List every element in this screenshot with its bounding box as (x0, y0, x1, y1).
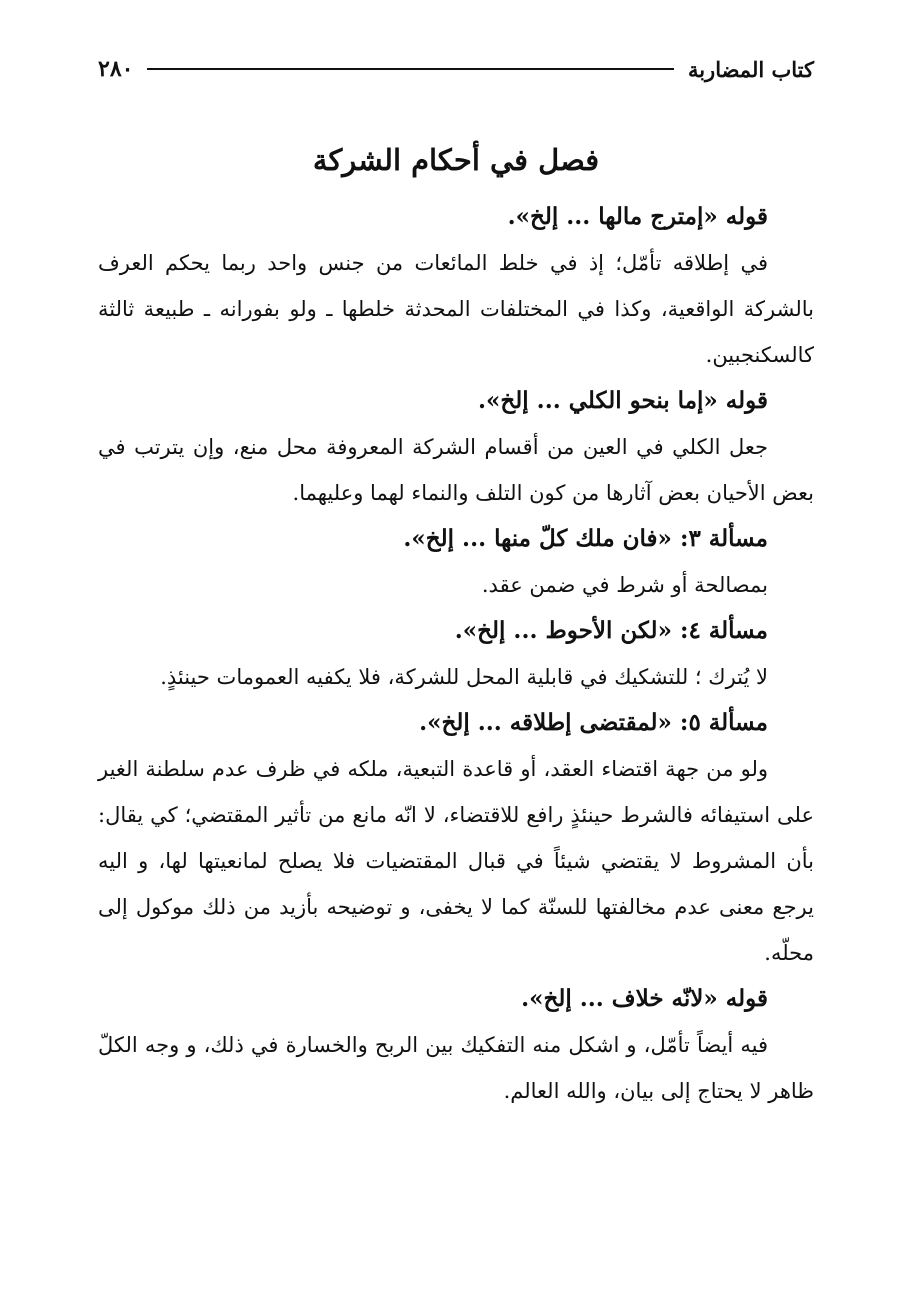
entry-heading: قوله «إما بنحو الكلي ... إلخ». (478, 387, 768, 414)
entry-heading: مسألة ٤: «لكن الأحوط ... إلخ». (454, 617, 768, 644)
entry-heading: مسألة ٣: «فان ملك كلّ منها ... إلخ». (403, 525, 768, 552)
running-header (98, 52, 814, 86)
entry (98, 976, 814, 1114)
entry-body: في إطلاقه تأمّل؛ إذ في خلط المائعات من جنس واحد ربما يحكم العرف بالشركة الواقعية، وكذا في المختلفات المحدثة خلطها ـ ولو بفورانه ـ طبيعة ثالثة كالسكنجبين. (98, 251, 814, 367)
entry (98, 608, 814, 700)
entry-body: لا يُترك ؛ للتشكيك في قابلية المحل للشركة، فلا يكفيه العمومات حينئذٍ. (160, 665, 768, 689)
entry-heading: قوله «إمترج مالها ... إلخ». (507, 203, 768, 230)
entry-body: بمصالحة أو شرط في ضمن عقد. (481, 573, 768, 597)
entry-heading: قوله «لانّه خلاف ... إلخ». (521, 985, 768, 1012)
entry (98, 194, 814, 378)
book-title: كتاب المضاربة (687, 56, 814, 82)
entry-body: جعل الكلي في العين من أقسام الشركة المعروفة محل منع، وإن يترتب في بعض الأحيان بعض آثارها من كون التلف والنماء لهما وعليهما. (98, 435, 814, 505)
header-rule (147, 68, 674, 70)
entry (98, 700, 814, 976)
entry-heading: مسألة ٥: «لمقتضى إطلاقه ... إلخ». (419, 709, 768, 736)
entry (98, 516, 814, 608)
chapter-title: فصل في أحكام الشركة (312, 143, 600, 177)
entry-body: ولو من جهة اقتضاء العقد، أو قاعدة التبعية، ملكه في ظرف عدم سلطنة الغير على استيفائه فالشرط حينئذٍ رافع للاقتضاء، لا انّه مانع من تأثير المقتضي؛ كي يقال: بأن المشروط لا يقتضي شيئاً في قبال المقتضيات فلا يصلح لمانعيتها لها، و اليه يرجع معنى عدم مخالفتها للسنّة كما لا يخفى، و توضيحه بأزيد من ذلك موكول إلى محلّه. (98, 757, 814, 965)
page-number: ٢٨٠ (98, 56, 134, 82)
entry (98, 378, 814, 516)
entry-body: فيه أيضاً تأمّل، و اشكل منه التفكيك بين الربح والخسارة في ذلك، و وجه الكلّ ظاهر لا يحتاج إلى بيان، والله العالم. (98, 1033, 814, 1103)
page-content (98, 138, 814, 1114)
